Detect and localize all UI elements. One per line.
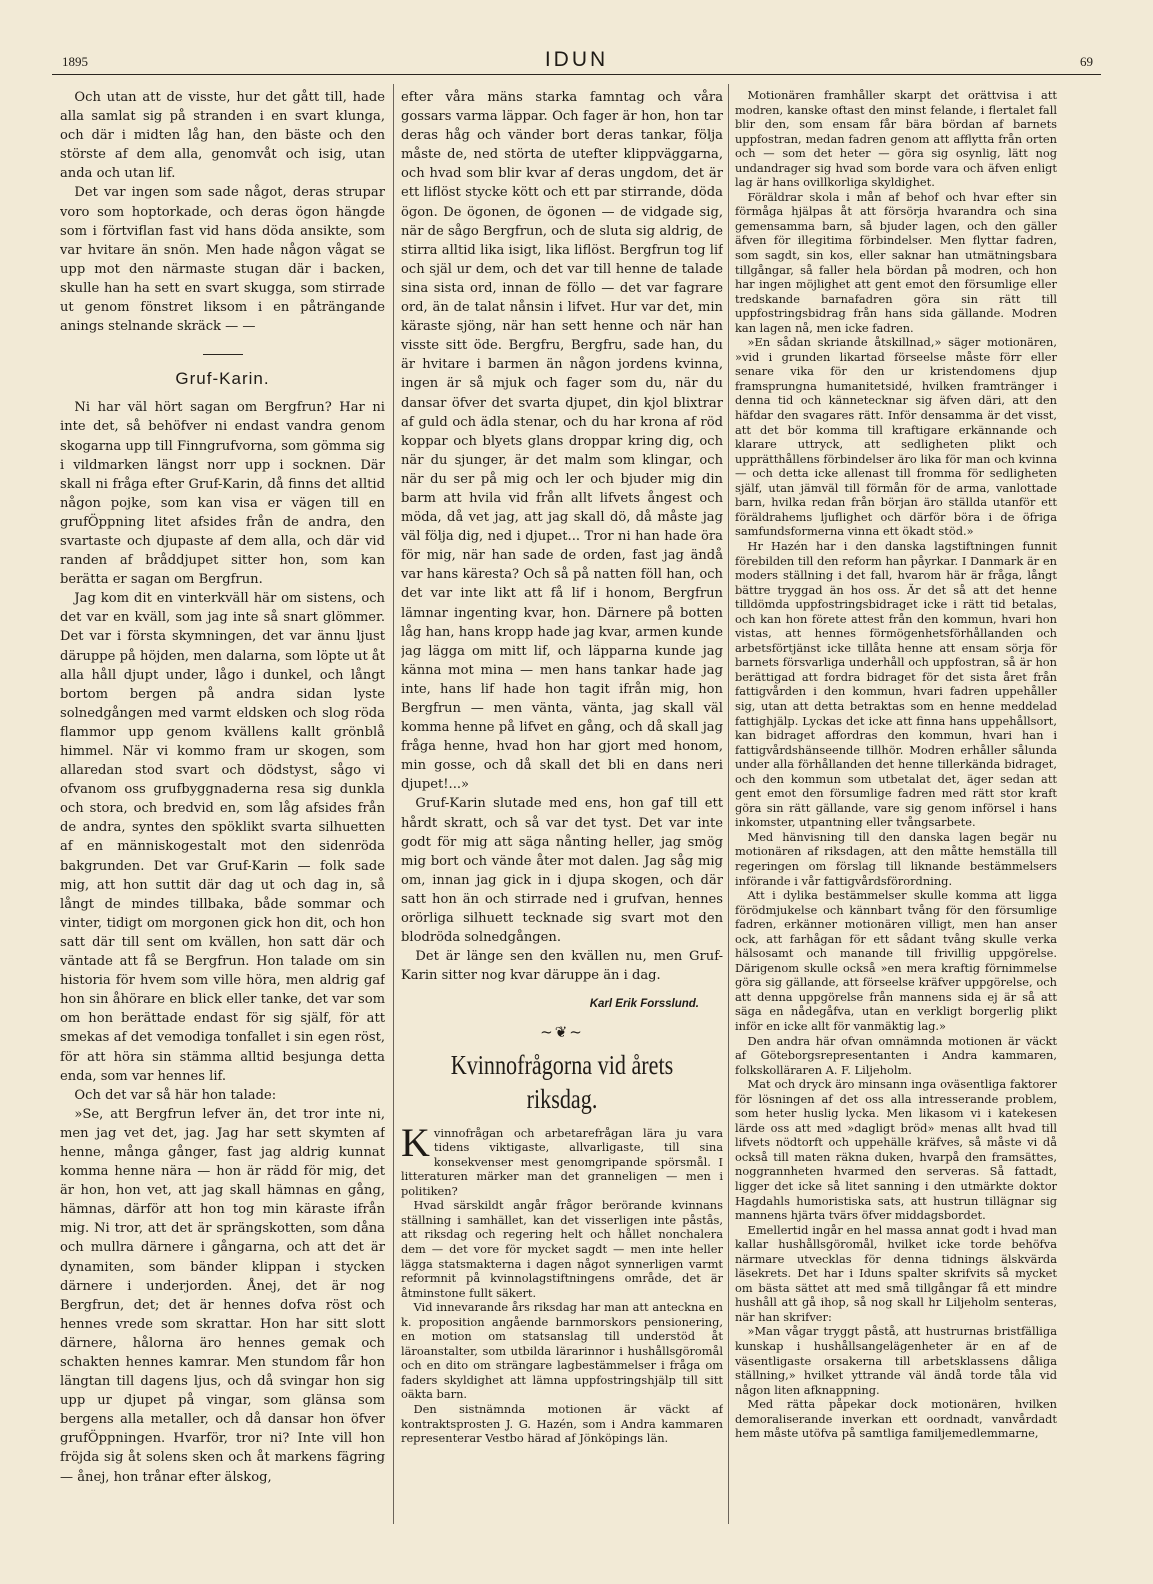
story-title: Gruf-Karin. [175,369,270,389]
page-header [52,48,1101,72]
column-3 [735,88,1057,1528]
paragraph: efter våra mäns starka famntag och våra gossars varma läppar. Och fager är hon, hon tar deras håg och vänder bort deras tankar, följa måste de, ned störta de utefter klippväggarna, och hvad som blir kvar af deras ungdom, det är ett liflöst stycke kött och ett par stirrande, döda ögon. De ögonen, de ögonen — de vidgade sig, när de sågo Bergfrun, och de sluta sig aldrig, de stirra alltid lika isigt, lika liflöst. Bergfrun tog lif och själ ur dem, och det var till henne de talade sina sista ord, innan de föllo — det var fagrare ord, än de talat nånsin i lifvet. Hur var det, min käraste sjöng, när han sett henne och när han visste sitt öde. Bergfru, Bergfru, sade han, du är hvitare i barmen än någon jordens kvinna, ingen är så mjuk och fager som du, när du dansar öfver det svarta djupet, din kjol blixtrar af guld och ädla stenar, och du har krona af röd koppar och blyets glans droppar kring dig, och när du sjunger, är det malm som klingar, och när du ser på mig och ler och bjuder mig din barm att hvila vid från allt lifvets ångest och möda, då vet jag, att jag skall dö, då måste jag väl följa dig, ned i djupet... Tror ni han hade öra för mig, när han sade de orden, fast jag ändå var hans käresta? Och så på natten föll han, och det var inte likt att få lif i honom, Bergfrun lämnar ingenting kvar, hon. Därnere på botten låg han, hans kropp hade jag kvar, armen kunde jag lägga om mitt lif, och läpparna kunde jag känna mot mina — men hans tankar hade jag inte, hans lif hade hon tagit ifrån mig, hon Bergfrun — men vänta, vänta, jag skall väl komma henne på lifvet en gång, och då skall jag fråga henne, hvad hon har gjort med honom, min gosse, och då skall det bli en dans neri djupet!...» [401,90,723,793]
paragraph: »Se, att Bergfrun lefver än, det tror inte ni, men jag vet det, jag. Jag har sett skymten af henne, många gånger, fast jag aldrig kunnat komma henne nära — hon är rädd för mig, det är hon, hon vet, att jag skall hämnas en gång, hämnas, därför att hon tog min käraste ifrån mig. Ni tror, att det är sprängskotten, som dåna och mullra därnere i gångarna, och att det är dynamiten, som bänder klippan i stycken därnere i underjorden. Ånej, det är nog Bergfrun, det; det är hennes dofva röst och hennes vrede som skrattar. Hon har sitt slott därnere, hålorna äro hennes gemak och schakten hennes kamrar. Men stundom får hon längtan till dagens ljus, och då svingar hon sig upp ur djupet på vingar, som glänsa som bergens alla metaller, och då dansar hon öfver grufÖppningen. Hvarför, tror ni? Inte vill hon fröjda sig åt solens sken och åt markens fägring — ånej, hon trånar efter älskog, [60,1106,385,1485]
paragraph: Jag kom dit en vinterkväll här om sistens, och det var en kväll, som jag inte så snart glömmer. Det var i första skymningen, det var ännu ljust däruppe på höjden, men dalarna, som löpte ut åt alla håll djupt under, lågo i dunkel, och långt bortom bergen på andra sidan lyste solnedgången med varmt eldsken och slog röda flammor upp genom kvällens kallt grönblå himmel. När vi kommo fram ur skogen, som allaredan stod svart och dödstyst, sågo vi ofvanom oss grufbyggnaderna resa sig dunkla och stora, och bredvid en, som låg afsides från de andra, syntes den spöklikt svarta silhuetten af en människogestalt mot den sidenröda bakgrunden. Det var Gruf-Karin — folk sade mig, att hon suttit där dag ut och dag in, så långt de mindes tillbaka, både sommar och vinter, tidigt om morgonen gick hon dit, och hon satt där till sent om kvällen, hon satt där och väntade att få se Bergfrun. Hon talade om sin historia för hvem som ville höra, men aldrig gaf hon sin åhörare en blick eller tanke, det var som om hon berättade endast för sig själf, för att smekas af det vemodiga tonfallet i sin egen röst, för att höra sin stämma alltid besjunga detta enda, som var hennes lif. [60,591,385,1084]
paragraph: »Man vågar tryggt påstå, att hustrurnas bristfälliga kunskap i hushållsangelägenheter är en af de väsentligaste orsakerna till arbetsklassens dåliga ställning,» hvilket yttrande väl ändå torde tåla vid någon liten afknappning. [735,1324,1057,1397]
paragraph: Motionären framhåller skarpt det orättvisa i att modren, kanske oftast den minst felande, i flertalet fall blir den, som ensam får bära bördan af barnets uppfostran, medan fadren genom att afflytta från orten och — som det heter — göra sig osynlig, lätt nog undandrager sig hvad som borde vara och äfven enligt lag är hans ovillkorliga skyldighet. [735,88,1057,190]
header-year: 1895 [62,54,88,69]
paragraph-text: vinnofrågan och arbetarefrågan lära ju vara tidens viktigaste, allvarligaste, till sina konsekvenser mest genomgripande spörsmål. I litteraturen märker man det granneligen — men i politiken? [401,1125,723,1198]
paragraph: Hr Hazén har i den danska lagstiftningen funnit förebilden till den reform han påyrkar. I Danmark är en moders ställning i det fall, hvarom här är fråga, långt bättre tryggad än hos oss. Är det så att det henne tilldömda uppfostringsbidraget icke i rätt tid betalas, och kan hon förete attest från den kommun, hvari hon vistas, att hennes förmögenhetsförhållanden och arbetsförtjänst icke tillåta henne att ensam sörja för barnets försvarliga underhåll och uppfostran, så är hon berättigad att fordra bidraget för det sista året från fattigvården i den kommun, hvari fadren uppehåller sig, utan att detta betraktas som en henne meddelad fattighjälp. Lyckas det icke att finna hans uppehållsort, kan bidraget affordras den kommun, hvari han i fattigvårdshänseende tillhör. Modren erhåller sålunda under alla förhållanden det henne tillerkända bidraget, och den kommun som utbetalat det, äger sedan att gent emot den försumlige fadren med rätt stor kraft göra sin rätt gällande, vare sig genom införsel i hans inkomster, utpantning eller tvångsarbete. [735,538,1057,830]
column-1 [60,88,385,1528]
section-separator [203,354,243,355]
page-number: 69 [1080,54,1093,69]
header-rule [52,74,1101,75]
paragraph: Att i dylika bestämmelser skulle komma att ligga förödmjukelse och kännbart tvång för den försumlige fadren, erkänner motionären villigt, men han anser ock, att farhågan för ett sådant tvång skulle verka hälsosamt och manande till frivillig uppgörelse. Därigenom skulle också »en mera kraftig förnimmelse göra sig gällande, att förseelse kräfver uppgörelse, och att denna uppgörelse från mannens sida ej är så att säga en nådegåfva, utan en verkligt borgerlig plikt inför en icke allt för vanmäktig lag.» [735,888,1057,1033]
magazine-title: IDUN [544,48,609,71]
paragraph: Med rätta påpekar dock motionären, hvilken demoraliserande inverkan ett oordnadt, vanvårdadt hem måste utöfva på samtliga familjemedlemmarne, [735,1397,1057,1441]
paragraph: Det var ingen som sade något, deras strupar voro som hoptorkade, och deras ögon hängde som i förtviflan fast vid hans döda ansikte, som var hvitare än snön. Men hade någon vågat se upp mot den närmaste stugan där i backen, skulle han ha sett en svart skugga, som stirrade ut genom fönstret liksom i en påträngande anings stelnande skräck — — [60,185,385,335]
paragraph: Och det var så här hon talade: [74,1087,277,1103]
paragraph [401,1119,723,1199]
paragraph: Vid innevarande års riksdag har man att anteckna en k. proposition angående barnmorskors pensionering, en motion om statsanslag till understöd åt läroanstalter, som utbilda lärarinnor i hushållsgöromål och en dito om strängare lagbestämmelser i fråga om faders skyldighet att lämna uppfostringshjälp till sitt oäkta barn. [401,1300,723,1402]
paragraph: Hvad särskildt angår frågor berörande kvinnans ställning i samhället, kan det visserligen inte påstås, att riksdag och regering helt och hållet nonchalera dem — det vore för mycket sagdt — men inte heller lägga statsmakterna i dagen något synnerligen varmt reformnit på kvinnolagstiftningens område, det är åtminstone fullt säkert. [401,1198,723,1300]
drop-cap: K [401,1119,430,1165]
column-divider-2 [728,84,729,1524]
paragraph: »En sådan skriande åtskillnad,» säger motionären, »vid i grunden likartad förseelse måste förr eller senare vika för den ur kristendomens djup framsprungna humanitetsidé, hvilken framtränger i denna tid och kännetecknar sig äfven däri, att den häfdar den svagares rätt. Inför densamma är det visst, att det bör komma till kraftigare erkännande och klarare uttryck, att sedligheten plikt och upprätthållens förbindelser äro lika för man och kvinna — och detta icke allenast till fromma för sedligheten själf, utan jämväl till förmån för de arma, vanlottade barn, hvilka redan från början äro ställda utanför ett föräldrahems ljuflighet och därför böra i de öfriga samfundsformerna vinna ett ökadt stöd.» [735,335,1057,539]
paragraph: Den andra här ofvan omnämnda motionen är väckt af Göteborgsrepresentanten i Andra kammaren, folkskolläraren A. F. Liljeholm. [735,1033,1057,1077]
paragraph: Med hänvisning till den danska lagen begär nu motionären af riksdagen, att den måtte hemställa till regeringen om förslag till liknande bestämmelsers införande i vår fattigvårdsförordning. [735,829,1057,888]
article-intro [401,1119,723,1446]
paragraph: Gruf-Karin slutade med ens, hon gaf till ett hårdt skratt, och så var det tyst. Det var inte godt för mig att säga nånting heller, jag smög mig bort och vände åter mot dalen. Jag såg mig om, innan jag gick in i djupa skogen, och där satt hon än och stirrade ned i grufvan, hennes orörliga silhuett tecknade sig svart mot den blodröda solnedgången. [401,796,723,946]
paragraph: Föräldrar skola i mån af behof och hvar efter sin förmåga hjälpas åt att försörja hvarandra och sina gemensamma barn, så bjuder lagen, och den gäller äfven för illegitima förbindelser. Men flyttar fadren, som sagdt, sin kos, eller saknar han utmätningsbara tillgångar, så faller hela bördan på modren, och hon har ingen möjlighet att gent emot den försumlige eller tredskande barnafadren göra sin rätt till uppfostringsbidrag från hans sida gällande. Modren kan lagen nå, men icke fadren. [735,189,1057,335]
paragraph: Och utan att de visste, hur det gått till, hade alla samlat sig på stranden i en svart klunga, och där i midten låg han, den bäste och den störste af dem alla, genomvåt och isig, utan anda och utan lif. [60,90,385,182]
paragraph: Mat och dryck äro minsann inga oväsentliga faktorer för lösningen af det oss alla intresserande problem, som heter huslig lycka. Men likasom vi i katekesen lärde oss att med »dagligt bröd» menas allt hvad till lifvets nödtorft och uppehälle kräfves, så måste vi då också till maten räkna duken, hvarpå den framsättes, noggrannheten hvarmed den serveras. Så fattadt, ligger det icke så litet sanning i den utmärkte doktor Hagdahls humoristiska sats, att hustrun tillägnar sig mannens hjärta tvärs öfver middagsbordet. [735,1077,1057,1223]
paragraph: Det är länge sen den kvällen nu, men Gruf-Karin sitter nog kvar däruppe än i dag. [401,949,723,984]
ornament: ~❦~ [540,1022,584,1041]
column-2 [401,88,723,1528]
paragraph: Den sistnämnda motionen är väckt af kontraktsprosten J. G. Hazén, som i Andra kammaren representerar Vestbo härad af Jönköpings län. [401,1401,723,1446]
author-signature: Karl Erik Forsslund. [589,998,699,1011]
paragraph: Emellertid ingår en hel massa annat godt i hvad man kallar hushållsgöromål, hvilket icke torde behöfva närmare utvecklas för denna tidnings älskvärda läsekrets. Det har i Iduns spalter skrifvits så mycket om bästa sättet att med små tillgångar få ett mindre hushåll att gå ihop, så nog skall hr Liljeholm senteras, när han skrifver: [735,1222,1057,1324]
column-divider-1 [393,84,394,1524]
article-title: Kvinnofrågorna vid årets riksdag. [450,1049,674,1114]
paragraph: Ni har väl hört sagan om Bergfrun? Har ni inte det, så behöfver ni endast vandra genom skogarna upp till Finngrufvorna, som gömma sig i vildmarken längst norr upp i socknen. Där skall ni fråga efter Gruf-Karin, då finns det alltid någon pojke, som kan visa er vägen till en grufÖppning litet afsides från de andra, den svartaste och djupaste af dem alla, och där vid randen af bråddjupet sitter hon, som kan berätta er sagan om Bergfrun. [60,400,385,588]
